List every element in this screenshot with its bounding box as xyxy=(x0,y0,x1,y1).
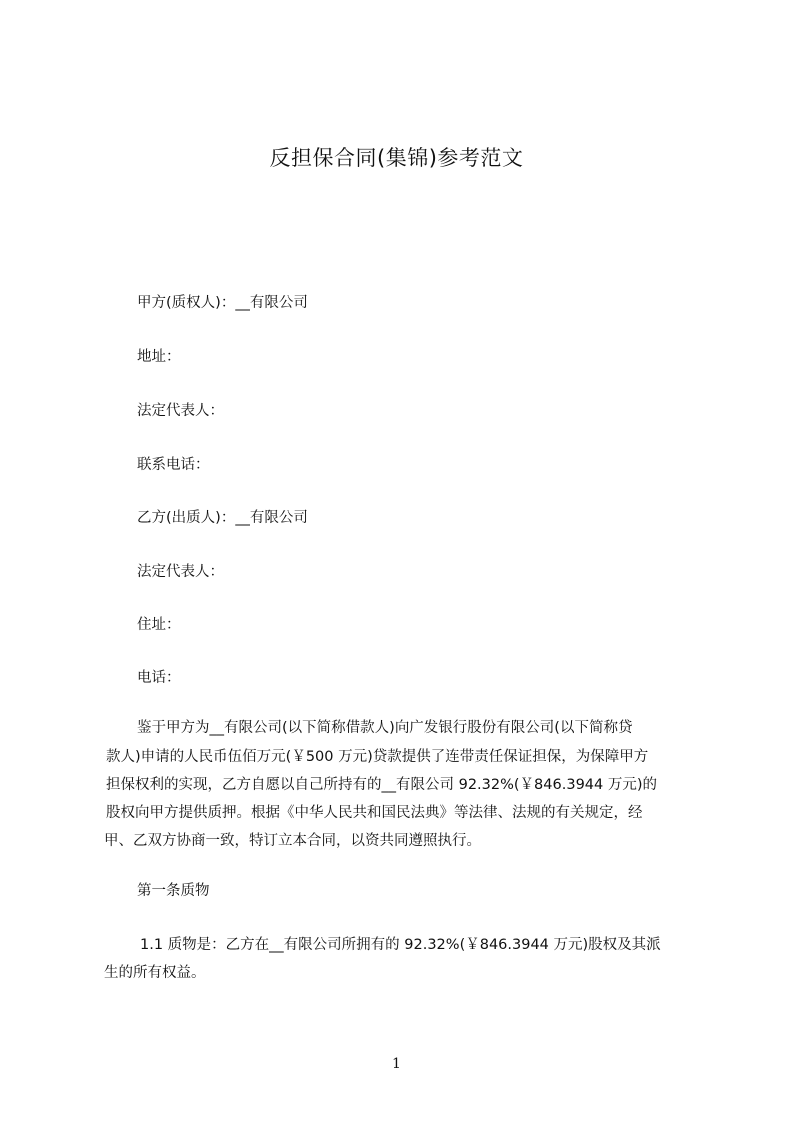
preamble-line: 担保权利的实现，乙方自愿以自己所持有的__有限公司 92.32%(￥846.3944 万元)的 xyxy=(106,777,658,793)
page-number: 1 xyxy=(392,1056,401,1072)
phone-line: 电话： xyxy=(137,670,181,686)
party-b-line: 乙方(出质人)：__有限公司 xyxy=(137,510,308,526)
document-title: 反担保合同(集锦)参考范文 xyxy=(269,146,524,170)
party-a-line: 甲方(质权人)：__有限公司 xyxy=(137,295,308,311)
clause-line: 生的所有权益。 xyxy=(104,965,206,981)
address-line: 地址： xyxy=(137,349,181,365)
article-1-heading: 第一条质物 xyxy=(137,883,210,899)
legal-rep-b-line: 法定代表人： xyxy=(137,564,224,580)
preamble-line: 鉴于甲方为__有限公司(以下简称借款人)向广发银行股份有限公司(以下简称贷 xyxy=(137,720,633,736)
residence-line: 住址： xyxy=(137,617,181,633)
preamble-line: 款人)申请的人民币伍佰万元(￥500 万元)贷款提供了连带责任保证担保，为保障甲方 xyxy=(106,749,649,765)
legal-rep-a-line: 法定代表人： xyxy=(137,403,224,419)
preamble-line: 甲、乙双方协商一致，特订立本合同，以资共同遵照执行。 xyxy=(104,833,481,849)
contact-phone-line: 联系电话： xyxy=(137,457,210,473)
preamble-line: 股权向甲方提供质押。根据《中华人民共和国民法典》等法律、法规的有关规定，经 xyxy=(106,805,643,821)
clause-line: 1.1 质物是：乙方在__有限公司所拥有的 92.32%(￥846.3944 万元)股权及其派 xyxy=(140,937,661,953)
